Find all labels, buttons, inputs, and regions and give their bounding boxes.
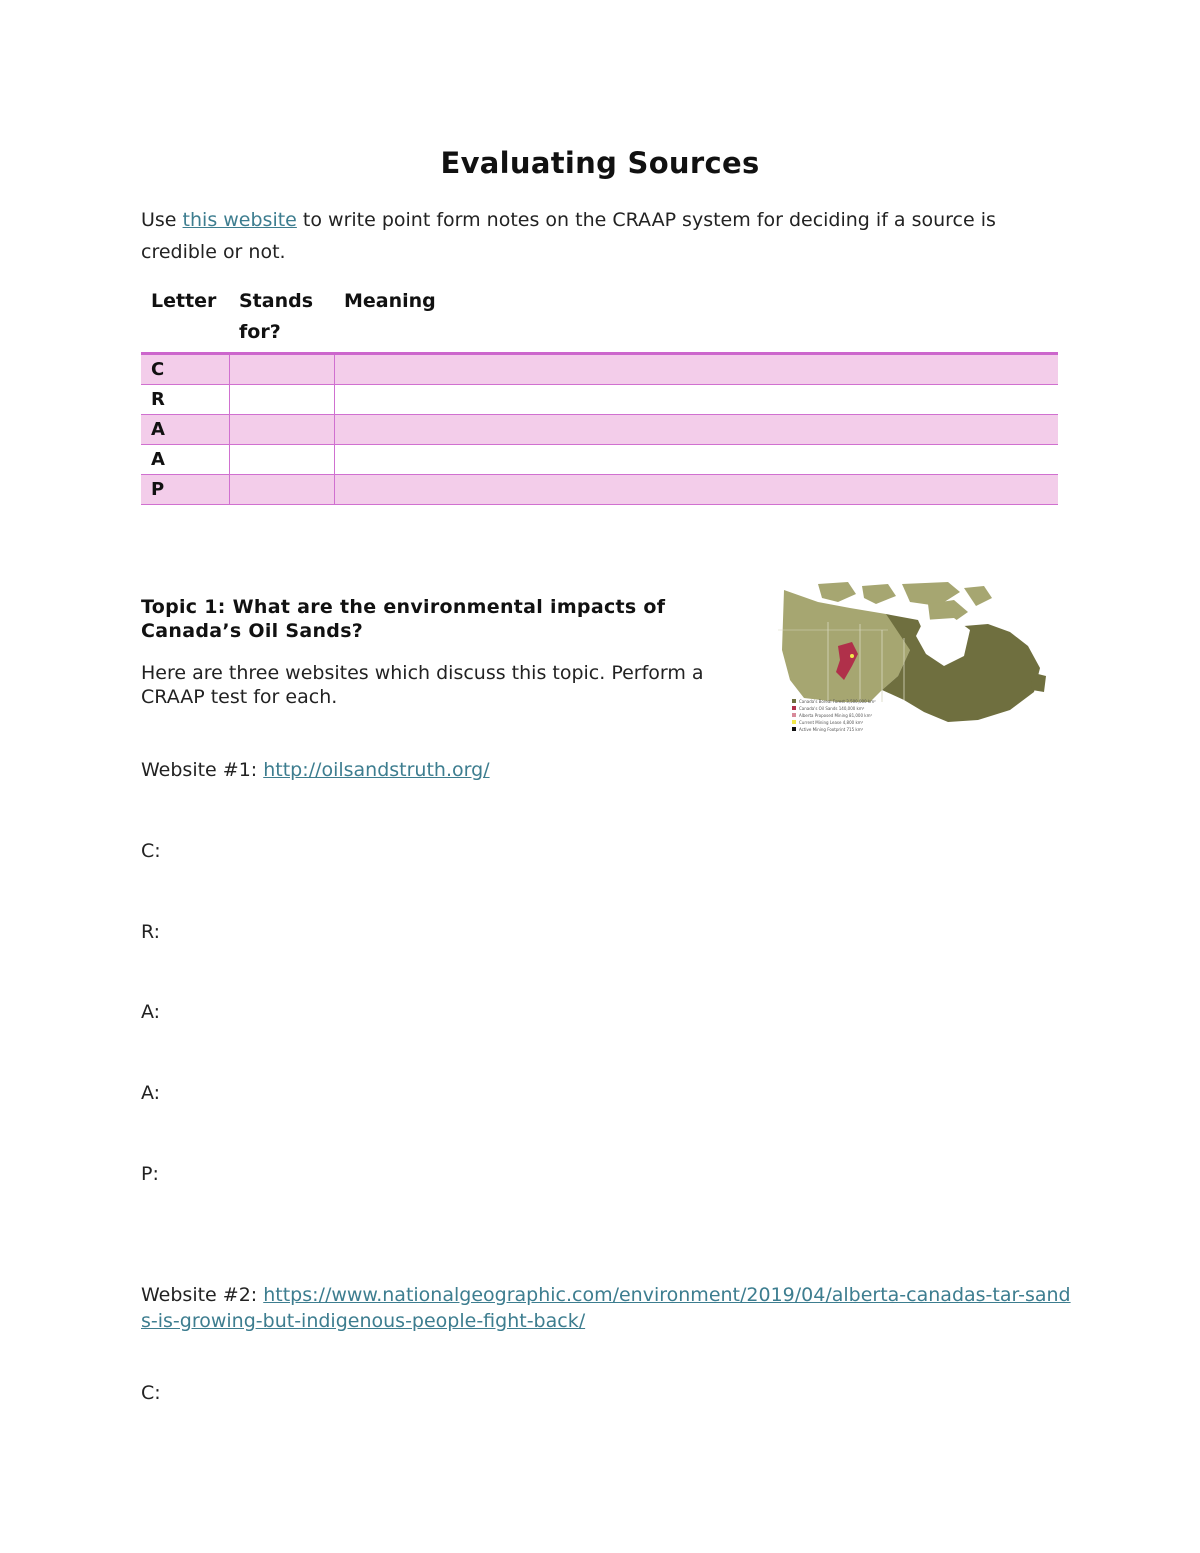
stands-for-cell[interactable] [229,475,334,505]
header-meaning: Meaning [334,286,1058,354]
map-legend-item: Alberta Proposed Mining 81,000 km² [799,713,873,718]
letter-cell: A [141,445,229,475]
letter-cell: A [141,415,229,445]
meaning-cell[interactable] [334,354,1058,385]
table-header-row [141,286,1058,354]
canada-oil-sands-map [778,580,1050,742]
meaning-cell[interactable] [334,475,1058,505]
meaning-cell[interactable] [334,415,1058,445]
intro-prefix: Use [141,209,183,231]
website1-criterion-r: R: [141,921,161,943]
table-row [141,385,1058,415]
stands-for-cell[interactable] [229,354,334,385]
map-legend-item: Canada's Oil Sands 140,000 km² [799,706,865,711]
letter-cell: C [141,354,229,385]
meaning-cell[interactable] [334,445,1058,475]
map-legend-item: Current Mining Lease 4,800 km² [799,720,864,725]
website2-criterion-c: C: [141,1382,161,1404]
website1-label: Website #1: [141,759,264,781]
table-row [141,415,1058,445]
stands-for-cell[interactable] [229,385,334,415]
stands-for-cell[interactable] [229,415,334,445]
craap-table [141,286,1058,505]
intro-suffix: to write point form notes on the CRAAP system for deciding if a source is credible or not. [141,209,996,263]
website2-label: Website #2: [141,1284,264,1306]
website1-criterion-p: P: [141,1163,159,1185]
website1-criterion-a1: A: [141,1001,161,1023]
topic1-instructions: Here are three websites which discuss this topic. Perform a CRAAP test for each. [141,662,704,708]
website1-line [141,757,1071,783]
table-row [141,354,1058,385]
website1-criterion-c: C: [141,840,161,862]
page-title: Evaluating Sources [440,146,760,180]
website2-link[interactable]: https://www.nationalgeographic.com/environment/2019/04/alberta-canadas-tar-sands-is-growing-but-indigenous-people-fight-back/ [141,1284,1071,1332]
map-legend-item: Canada's Boreal Forest 3,500,000 km² [799,699,876,704]
website1-link[interactable]: http://oilsandstruth.org/ [263,759,490,781]
meaning-cell[interactable] [334,385,1058,415]
topic1-heading: Topic 1: What are the environmental impacts of Canada’s Oil Sands? [141,596,666,642]
table-row [141,445,1058,475]
website1-criterion-a2: A: [141,1082,161,1104]
this-website-link[interactable]: this website [182,209,297,231]
table-row [141,475,1058,505]
letter-cell: P [141,475,229,505]
letter-cell: R [141,385,229,415]
website2-line [141,1282,1071,1334]
header-stands-for: Stands for? [229,286,334,354]
stands-for-cell[interactable] [229,445,334,475]
intro-paragraph [141,204,1056,268]
header-letter: Letter [141,286,229,354]
map-legend-item: Active Mining Footprint 715 km² [799,727,864,732]
